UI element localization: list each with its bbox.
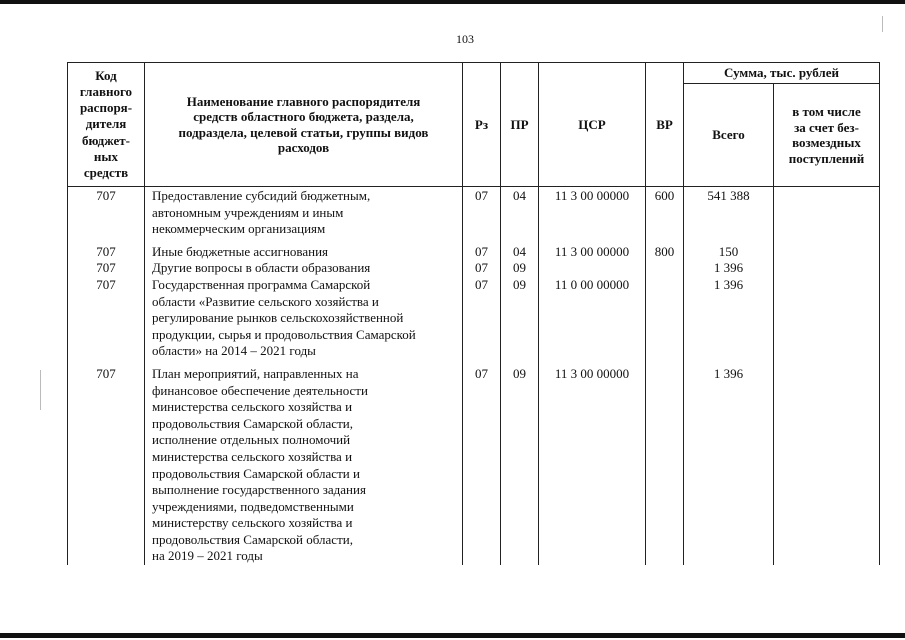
header-total: Всего bbox=[684, 84, 774, 187]
row-csr: 11 3 00 00000 bbox=[539, 238, 646, 261]
row-pr: 04 bbox=[501, 187, 539, 238]
row-rz: 07 bbox=[463, 277, 501, 360]
row-csr bbox=[539, 260, 646, 277]
row-total: 150 bbox=[684, 238, 774, 261]
header-incl bbox=[774, 84, 880, 187]
scan-mark bbox=[882, 16, 883, 32]
page-number: 103 bbox=[456, 32, 474, 46]
row-incl bbox=[774, 238, 880, 261]
row-pr: 09 bbox=[501, 360, 539, 565]
header-vr: ВР bbox=[646, 63, 684, 187]
header-code bbox=[68, 63, 145, 187]
row-name: Другие вопросы в области образования bbox=[145, 260, 463, 277]
header-csr: ЦСР bbox=[539, 63, 646, 187]
row-name: Иные бюджетные ассигнования bbox=[145, 238, 463, 261]
row-rz: 07 bbox=[463, 260, 501, 277]
table-row bbox=[68, 260, 880, 277]
row-pr: 04 bbox=[501, 238, 539, 261]
row-pr: 09 bbox=[501, 260, 539, 277]
row-code: 707 bbox=[68, 260, 145, 277]
budget-table bbox=[67, 62, 880, 565]
row-incl bbox=[774, 360, 880, 565]
header-rz: Рз bbox=[463, 63, 501, 187]
row-vr: 800 bbox=[646, 238, 684, 261]
row-vr bbox=[646, 260, 684, 277]
table-row bbox=[68, 238, 880, 261]
row-total: 1 396 bbox=[684, 277, 774, 360]
row-incl bbox=[774, 260, 880, 277]
row-pr: 09 bbox=[501, 277, 539, 360]
row-total: 1 396 bbox=[684, 360, 774, 565]
row-csr: 11 3 00 00000 bbox=[539, 360, 646, 565]
header-incl-lines: в том числе за счет без- возмездных поступлений bbox=[788, 104, 865, 166]
top-scan-border bbox=[0, 0, 905, 4]
row-code: 707 bbox=[68, 238, 145, 261]
row-rz: 07 bbox=[463, 238, 501, 261]
scan-mark bbox=[40, 370, 41, 410]
row-total: 541 388 bbox=[684, 187, 774, 238]
row-code: 707 bbox=[68, 360, 145, 565]
row-rz: 07 bbox=[463, 360, 501, 565]
row-total: 1 396 bbox=[684, 260, 774, 277]
row-rz: 07 bbox=[463, 187, 501, 238]
row-name: Предоставление субсидий бюджетным, автономным учреждениям и иным некоммерческим организациям bbox=[145, 187, 463, 238]
header-name bbox=[145, 63, 463, 187]
row-name: Государственная программа Самарской области «Развитие сельского хозяйства и регулирование рынков сельскохозяйственной продукции, сырья и продовольствия Самарской области» на 2014 – 2021 годы bbox=[145, 277, 463, 360]
table-header bbox=[68, 63, 880, 187]
row-name: План мероприятий, направленных на финансовое обеспечение деятельности министерства сельского хозяйства и продовольствия Самарской области, исполнение отдельных полномочий министерства сельского хозяйства и продовольствия Самарской области и выполнение государственного задания учреждениями, подведомственными министерству сельского хозяйства и продовольствия Самарской области, на 2019 – 2021 годы bbox=[145, 360, 463, 565]
header-name-lines: Наименование главного распорядителя средств областного бюджета, раздела, подраздела, целевой статьи, группы видов расходов bbox=[178, 93, 429, 155]
row-csr: 11 0 00 00000 bbox=[539, 277, 646, 360]
row-vr: 600 bbox=[646, 187, 684, 238]
row-vr bbox=[646, 277, 684, 360]
header-code-lines: Код главного распоря- дителя бюджет- ных средств bbox=[79, 67, 133, 180]
table-row bbox=[68, 277, 880, 360]
bottom-scan-border bbox=[0, 633, 905, 638]
table-row bbox=[68, 360, 880, 565]
row-code: 707 bbox=[68, 187, 145, 238]
header-sum: Сумма, тыс. рублей bbox=[684, 63, 880, 84]
row-vr bbox=[646, 360, 684, 565]
header-pr: ПР bbox=[501, 63, 539, 187]
table-body bbox=[68, 187, 880, 566]
row-csr: 11 3 00 00000 bbox=[539, 187, 646, 238]
row-incl bbox=[774, 187, 880, 238]
table-row bbox=[68, 187, 880, 238]
row-code: 707 bbox=[68, 277, 145, 360]
row-incl bbox=[774, 277, 880, 360]
